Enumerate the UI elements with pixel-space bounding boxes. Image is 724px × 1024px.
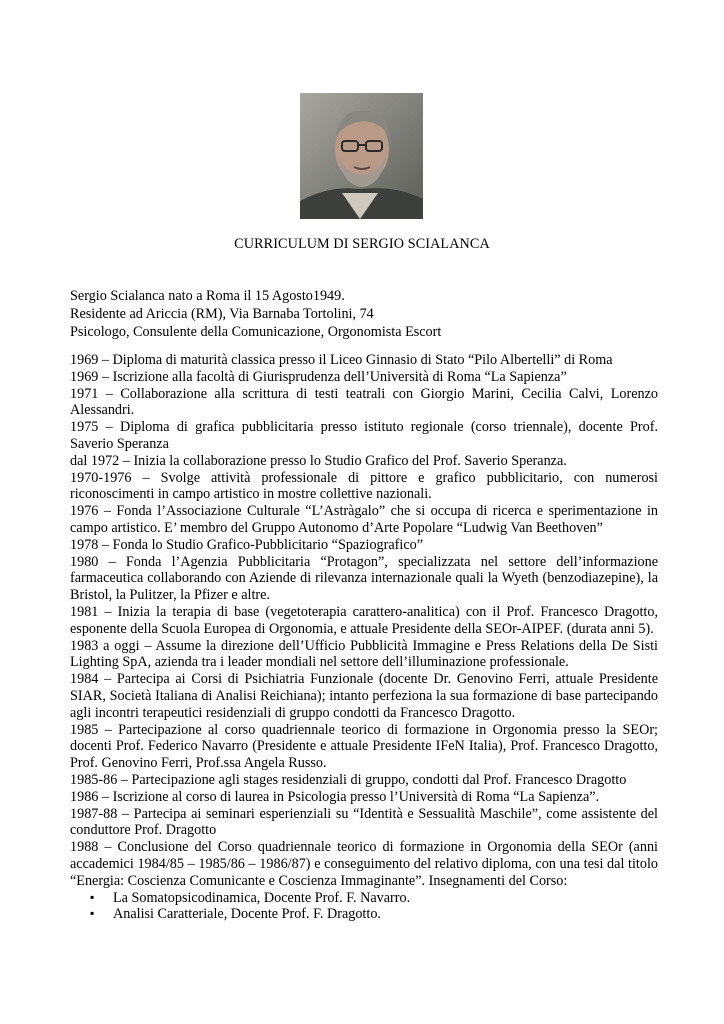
timeline-entry: 1984 – Partecipa ai Corsi di Psichiatria Funzionale (docente Dr. Genovino Ferri, attuale Presidente SIAR, Società Italiana di Analisi Reichiana); intanto perfeziona la sua formazione di base partecipando agli incontri terapeutici residenziali di gruppo condotti da Francesco Dragotto. [70, 671, 658, 721]
portrait-photo [300, 93, 423, 219]
timeline-entry: 1980 – Fonda l’Agenzia Pubblicitaria “Protagon”, specializzata nel settore dell’informazione farmaceutica collaborando con Aziende di rilevanza internazionale quali la Wyeth (benzodiazepine), la Bristol, la Pulitzer, la Pfizer e altre. [70, 553, 658, 604]
personal-info [70, 287, 660, 341]
timeline-entry: 1985 – Partecipazione al corso quadriennale teorico di formazione in Orgonomia presso la SEOr; docenti Prof. Federico Navarro (Presidente e attuale Presidente IFeN Italia), Prof. Francesco Dragotto, Prof. Genovino Ferri, Prof.ssa Angela Russo. [70, 721, 658, 772]
timeline-entry: 1975 – Diploma di grafica pubblicitaria presso istituto regionale (corso triennale), docente Prof. Saverio Speranza [70, 419, 658, 452]
list-item: ▪ La Somatopsicodinamica, Docente Prof. F. Navarro. [70, 890, 658, 907]
course-list [70, 890, 658, 924]
timeline-entry: 1969 – Diploma di maturità classica presso il Liceo Ginnasio di Stato “Pilo Albertelli” di Roma [70, 352, 613, 368]
profession-info: Psicologo, Consulente della Comunicazione, Orgonomista Escort [70, 324, 442, 340]
timeline-entry: 1983 a oggi – Assume la direzione dell’Ufficio Pubblicità Immagine e Press Relations della De Sisti Lighting SpA, azienda tra i leader mondiali nel settore dell’illuminazione professionale. [70, 637, 658, 671]
birth-info: Sergio Scialanca nato a Roma il 15 Agosto1949. [70, 288, 345, 304]
timeline [70, 352, 658, 923]
timeline-entry: 1971 – Collaborazione alla scrittura di testi teatrali con Giorgio Marini, Cecilia Calvi, Lorenzo Alessandri. [70, 385, 658, 419]
list-item: ▪ Analisi Caratteriale, Docente Prof. F. Dragotto. [70, 906, 658, 923]
timeline-entry: 1978 – Fonda lo Studio Grafico-Pubblicitario “Spaziografico” [70, 536, 424, 553]
timeline-entry: 1970-1976 – Svolge attività professionale di pittore e grafico pubblicitario, con numerosi riconoscimenti in campo artistico in mostre collettive nazionali. [70, 469, 658, 503]
timeline-entry: 1976 – Fonda l’Associazione Culturale “L’Astràgalo” che si occupa di ricerca e sperimentazione in campo artistico. E’ membro del Gruppo Autonomo d’Arte Popolare “Ludwig Van Beethoven” [70, 503, 658, 536]
timeline-entry: 1988 – Conclusione del Corso quadriennale teorico di formazione in Orgonomia della SEOr (anni accademici 1984/85 – 1985/86 – 1986/87) e conseguimento del relativo diploma, con una tesi dal titolo “Energia: Coscienza Comunicante e Coscienza Immaginante”. Insegnamenti del Corso: [70, 839, 658, 889]
portrait-illustration [300, 93, 423, 219]
timeline-entry: 1969 – Iscrizione alla facoltà di Giurisprudenza dell’Università di Roma “La Sapienza” [70, 368, 567, 385]
page-title: CURRICULUM DI SERGIO SCIALANCA [234, 236, 490, 252]
timeline-entry: dal 1972 – Inizia la collaborazione presso lo Studio Grafico del Prof. Saverio Speranza. [70, 452, 567, 469]
timeline-entry: 1981 – Inizia la terapia di base (vegetoterapia carattero-analitica) con il Prof. Francesco Dragotto, esponente della Scuola Europea di Orgonomia, e attuale Presidente della SEOr-AIPEF. (durata anni 5). [70, 603, 658, 637]
timeline-entry: 1987-88 – Partecipa ai seminari esperienziali su “Identità e Sessualità Maschile”, come assistente del conduttore Prof. Dragotto [70, 805, 658, 839]
timeline-entry: 1986 – Iscrizione al corso di laurea in Psicologia presso l’Università di Roma “La Sapienza”. [70, 788, 600, 805]
residence-info: Residente ad Ariccia (RM), Via Barnaba Tortolini, 74 [70, 306, 374, 322]
timeline-entry: 1985-86 – Partecipazione agli stages residenziali di gruppo, condotti dal Prof. Francesco Dragotto [70, 771, 627, 788]
